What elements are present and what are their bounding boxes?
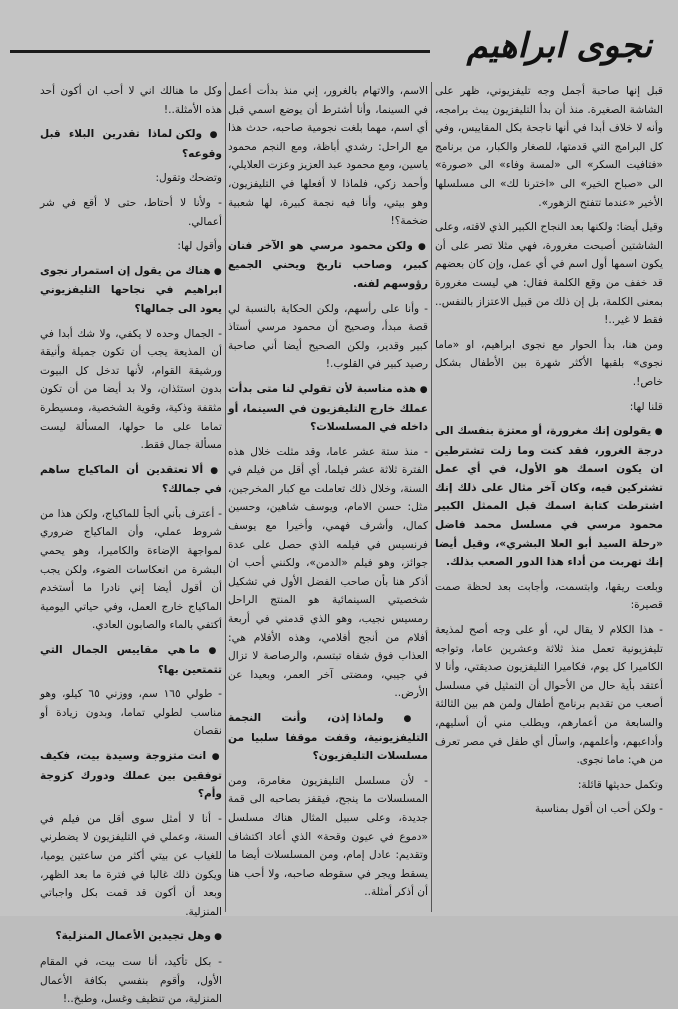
interview-question: ● ولكن محمود مرسي هو الآخر فنان كبير، وصاحب تاريخ ويحني الجميع رؤوسهم لفنه. (228, 237, 428, 294)
interview-question: ● وهل تجيدين الأعمال المنزلية؟ (40, 927, 222, 947)
interview-question: ● انت متزوجة وسيدة بيت، فكيف توفقين بين عملك ودورك كزوجة وأم؟ (40, 747, 222, 804)
body-paragraph: - منذ ستة عشر عاما، وقد مثلت خلال هذه الفترة ثلاثة عشر فيلما، أي أقل من فيلم في السنة، وخلال ذلك تعاملت مع كبار المخرجين، مثل: حسن الامام، ويوسف شاهين، وحسين كمال، وأشرف فهمي، وأخيرا مع يوسف فرنسيس في فيلمه الذي حصل على عدة جوائز، وهو فيلم «الدمن»، ولكنني أحب ان أذكر هنا بأن صاحب الفضل الأول في تشكيل شخصيتي السينمائية هو المنتج الراحل رمسيس نجيب، وهو الذي قدمني في أربعة أفلام من أنجح أفلامي، وهذه الأفلام هي: العذاب فوق شفاه تبتسم، والرصاصة لا تزال في جيبي، ومضتى آخر العمر، وبعيدا عن الأرض.. (228, 445, 428, 700)
column-right (435, 82, 663, 912)
body-paragraph: قبل إنها صاحبة أجمل وجه تليفزيوني، ظهر على الشاشة الصغيرة. منذ أن بدأ التليفزيون يبث برامجه، وأنه لا خلاف أبدا في أنها ناجحة بكل المقاييس، وفي كل البرامج التي قدمتها، للصغار والكبار، من برنامج «فتافيت السكر» الى «لمسة وفاء» الى «صورة» الى «صباح الخير» الى «اخترنا لك» الى مسلسلها الأخير «عندما تتفتح الزهور». (435, 85, 663, 209)
body-paragraph: - هذا الكلام لا يقال لي، أو على وجه أصح لمذيعة تليفزيونية تعمل منذ ثلاثة وعشرين عاما، وتواجه الكاميرا كل يوم، فكاميرا التليفزيون صديقتي، وأنا لا أعتقد بأية حال من الأحوال أن التمثيل في مسلسل أصعب من تقديم برنامج أطفال ولمن هم بين الثالثة والسابعة من أعمارهم، ويطلب مني أن أسليهم، وأداعبهم، وأعلمهم، واسأل أي طفل في مصر تعرف من هي: ماما نجوى. (435, 624, 663, 767)
column-divider (431, 82, 432, 912)
header-rule (10, 50, 430, 53)
interview-question: ● ولماذا إذن، وأنت النجمة التليفزيونية، وقفت موقفا سلبيا من مسلسلات التليفزيون؟ (228, 709, 428, 766)
body-paragraph: - أعترف بأني ألجأ للماكياج، ولكن هذا من شروط عملي، وأن الماكياج ضروري لمواجهة الإضاءة والكاميرا، وهو يحمي البشرة من انعكاسات الضوء، ولكن يجب أن أقول أيضا إني نادرا ما أستخدم الماكياج خارج العمل، وفي حياتي اليومية أكتفي بالماء والصابون العادي. (40, 507, 222, 632)
interview-question: ● هذه مناسبة لأن تقولي لنا متى بدأت عملك خارج التليفزيون في السينما، أو داخله في المسلسلات؟ (228, 380, 428, 437)
body-paragraph: وتكمل حديثها قائلة: (577, 778, 663, 791)
body-paragraph: وكل ما هنالك اني لا أحب ان أكون أحد هذه الأمثلة..! (40, 85, 222, 116)
column-divider (225, 82, 226, 912)
body-paragraph: وقيل أيضا: ولكنها بعد النجاح الكبير الذي لاقته، وعلى الشاشتين أصبحت مغرورة، فهي مثلا تصر على أن يكون اسمها أول اسم في أي عمل، وإن كان بعضهم قد خفف من وقع الكلمة فقال: هي ليست مغرورة بمعنى الكلمة، بل إن ذلك من قبيل الاعتزاز بالنفس.. فقط لا غير..! (435, 221, 663, 327)
interview-question: ● هناك من يقول إن استمرار نجوى ابراهيم في نجاحها التليفزيوني يعود الى جمالها؟ (40, 262, 222, 319)
body-paragraph: ومن هنا، بدأ الحوار مع نجوى ابراهيم، او «ماما نجوى» بلقبها الأكثر شهرة بين الأطفال بشكل خاص!. (435, 338, 663, 388)
body-paragraph: وأقول لها: (177, 240, 222, 253)
body-paragraph: - ولكن أحب ان أقول بمناسبة (535, 803, 663, 816)
interview-question: ● ما هي مقاييس الجمال التي تتمتعين بها؟ (40, 641, 222, 679)
body-paragraph: وتضحك وتقول: (155, 172, 222, 185)
column-middle (228, 82, 428, 912)
body-paragraph: وبلعت ريقها، وابتسمت، وأجابت بعد لحظة صمت قصيرة: (435, 580, 663, 612)
column-left (40, 82, 222, 1006)
interview-question: ● يقولون إنك مغرورة، أو معتزة بنفسك الى درجة الغرور، فقد كنت وما زلت تشترطين ان يكون اسمك هو الأول، في أي عمل تشتركين فيه، وكان آخر مثال على ذلك إنك اشترطت كتابة اسمك قبل الممثل الكبير محمود مرسي في مسلسل محمد فاضل «رحلة السيد أبو العلا البشري»، وقيل أيضا إنك تهربت من أداء هذا الدور الصعب بذلك. (435, 422, 663, 572)
body-paragraph: - لأن مسلسل التليفزيون مغامرة، ومن المسلسلات ما ينجح، فيقفز بصاحبه الى قمة جديدة، وعلى سبيل المثال هناك مسلسل «دموع في عيون وقحة» الذي أعاد اكتشاف وتقديم: عادل إمام، ومن المسلسلات أيضا ما يسقط ويجر في سقوطه صاحبه، ولا أحب هنا أن أذكر أمثلة.. (228, 774, 428, 899)
body-paragraph: - ولأنا لا أحتاط، حتى لا أقع في شر أعمالي. (40, 196, 222, 228)
body-paragraph: قلنا لها: (629, 400, 663, 413)
interview-question: ● ولكن لماذا تقدرين البلاء قبل وقوعه؟ (40, 125, 222, 163)
body-paragraph: - بكل تأكيد، أنا ست بيت، في المقام الأول، وأقوم بنفسي بكافة الأعمال المنزلية، من تنظيف وغسل، وطبخ..! (40, 955, 222, 1006)
body-paragraph: - أنا لا أمثل سوى أقل من فيلم في السنة، وعملي في التليفزيون لا يضطرني للغياب عن بيتي أكثر من ساعتين يوميا، ويكون ذلك غالبا في فترة ما بعد الظهر، وبعد أن أكون قد قمت بكل واجباتي المنزلية. (40, 812, 222, 918)
body-paragraph: - طولي ١٦٥ سم، ووزني ٦٥ كيلو، وهو مناسب لطولي تماما، وبدون زيادة أو نقصان (40, 688, 222, 738)
body-paragraph: الاسم، والاتهام بالغرور، إني منذ بدأت أعمل في السينما، وأنا أشترط أن يوضع اسمي قبل أي اسم، مهما بلغت نجومية صاحبه، حدث هذا مع الراحل: رشدي أباظة، ومع النجم محمود ياسين، ومع محمود عبد العزيز وعزت العلايلي، وأحمد زكي، فلماذا لا أفعلها في التليفزيون، وهو بيتي، وأنا فيه نجمة كبيرة، لها شعبية ضخمة؟! (228, 85, 428, 228)
page-title: نجوى ابراهيم (466, 26, 652, 66)
body-paragraph: - وأنا على رأسهم، ولكن الحكاية بالنسبة لي قصة مبدأ، وصحيح أن محمود مرسي أستاذ كبير وقدير، ولكن الصحيح أيضا أني صاحبة رصيد كبير في القلوب.! (228, 302, 428, 371)
interview-question: ● ألا تعتقدين أن الماكياج ساهم في جمالك؟ (40, 461, 222, 499)
body-paragraph: - الجمال وحده لا يكفي، ولا شك أبدا في أن المذيعة يجب أن تكون جميلة وأنيقة ورشيقة القوام، لأنها تدخل كل البيوت بدون استئذان، ولا بد أيضا من أن تكون مثقفة وذكية، وقوية الشخصية، ومسيطرة تماما على ما حولها، المسألة ليست مسألة جمال فقط. (40, 327, 222, 452)
